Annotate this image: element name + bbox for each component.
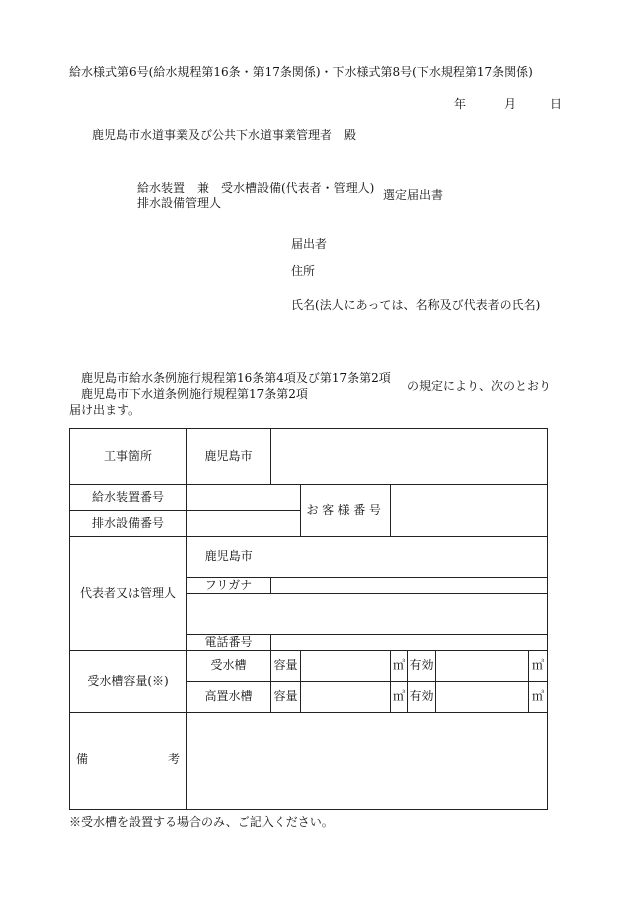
- customer-number-label: お客様番号: [301, 485, 391, 537]
- receiving-effective-label: 有効: [408, 651, 436, 682]
- applicant-label: 届出者: [291, 237, 328, 251]
- elevated-effective-input[interactable]: [436, 682, 529, 713]
- supply-number-input[interactable]: [187, 485, 301, 511]
- remarks-label: [70, 713, 187, 810]
- elevated-capacity-label: 容量: [271, 682, 301, 713]
- elevated-capacity-input[interactable]: [301, 682, 391, 713]
- receiving-capacity-input[interactable]: [301, 651, 391, 682]
- date-fields: [454, 98, 564, 112]
- regulation-suffix: の規定により、次のとおり: [407, 379, 552, 393]
- representative-name-input[interactable]: [187, 594, 548, 635]
- furigana-input[interactable]: [271, 578, 548, 594]
- elevated-effective-unit: ㎥: [529, 682, 548, 713]
- document-form-number: 給水様式第6号(給水規程第16条・第17条関係)・下水様式第8号(下水規程第17条関係): [69, 65, 533, 79]
- site-city: 鹿児島市: [187, 429, 271, 485]
- date-year-label: 年: [454, 97, 467, 111]
- elevated-effective-label: 有効: [408, 682, 436, 713]
- name-label: 氏名(法人にあっては、名称及び代表者の氏名): [291, 298, 541, 312]
- supply-number-label: 給水装置番号: [70, 485, 187, 511]
- footnote: ※受水槽を設置する場合のみ、ご記入ください。: [69, 815, 334, 829]
- elevated-tank-label: 高置水槽: [187, 682, 271, 713]
- receiving-effective-input[interactable]: [436, 651, 529, 682]
- site-input[interactable]: [271, 429, 548, 485]
- regulation-line-3: 届け出ます。: [69, 403, 141, 417]
- phone-input[interactable]: [271, 635, 548, 651]
- remarks-input[interactable]: [187, 713, 548, 810]
- drain-number-label: 排水設備番号: [70, 511, 187, 537]
- subject-suffix: 選定届出書: [383, 188, 444, 202]
- remarks-label-left: 備: [76, 752, 89, 766]
- receiving-tank-label: 受水槽: [187, 651, 271, 682]
- date-month-label: 月: [504, 97, 517, 111]
- site-label: 工事箇所: [70, 429, 187, 485]
- drain-number-input[interactable]: [187, 511, 301, 537]
- phone-label: 電話番号: [187, 635, 271, 651]
- regulation-line-1: 鹿児島市給水条例施行規程第16条第4項及び第17条第2項: [81, 371, 391, 385]
- receiving-effective-unit: ㎥: [529, 651, 548, 682]
- receiving-capacity-label: 容量: [271, 651, 301, 682]
- representative-label: 代表者又は管理人: [70, 537, 187, 651]
- elevated-capacity-unit: ㎥: [391, 682, 408, 713]
- address-label: 住所: [291, 264, 316, 278]
- customer-number-input[interactable]: [391, 485, 548, 537]
- subject-line-2: 排水設備管理人: [137, 196, 222, 210]
- date-day-label: 日: [550, 97, 563, 111]
- regulation-line-2: 鹿児島市下水道条例施行規程第17条第2項: [81, 387, 308, 401]
- addressee: 鹿児島市水道事業及び公共下水道事業管理者 殿: [92, 128, 357, 142]
- representative-city: 鹿児島市: [187, 537, 271, 578]
- subject-line-1: 給水装置 兼 受水槽設備(代表者・管理人): [137, 181, 375, 195]
- remarks-label-right: 考: [167, 752, 180, 766]
- representative-address-input[interactable]: [271, 537, 548, 578]
- notification-form-table: [69, 428, 548, 810]
- tank-capacity-label: 受水槽容量(※): [70, 651, 187, 713]
- furigana-label: フリガナ: [187, 578, 271, 594]
- receiving-capacity-unit: ㎥: [391, 651, 408, 682]
